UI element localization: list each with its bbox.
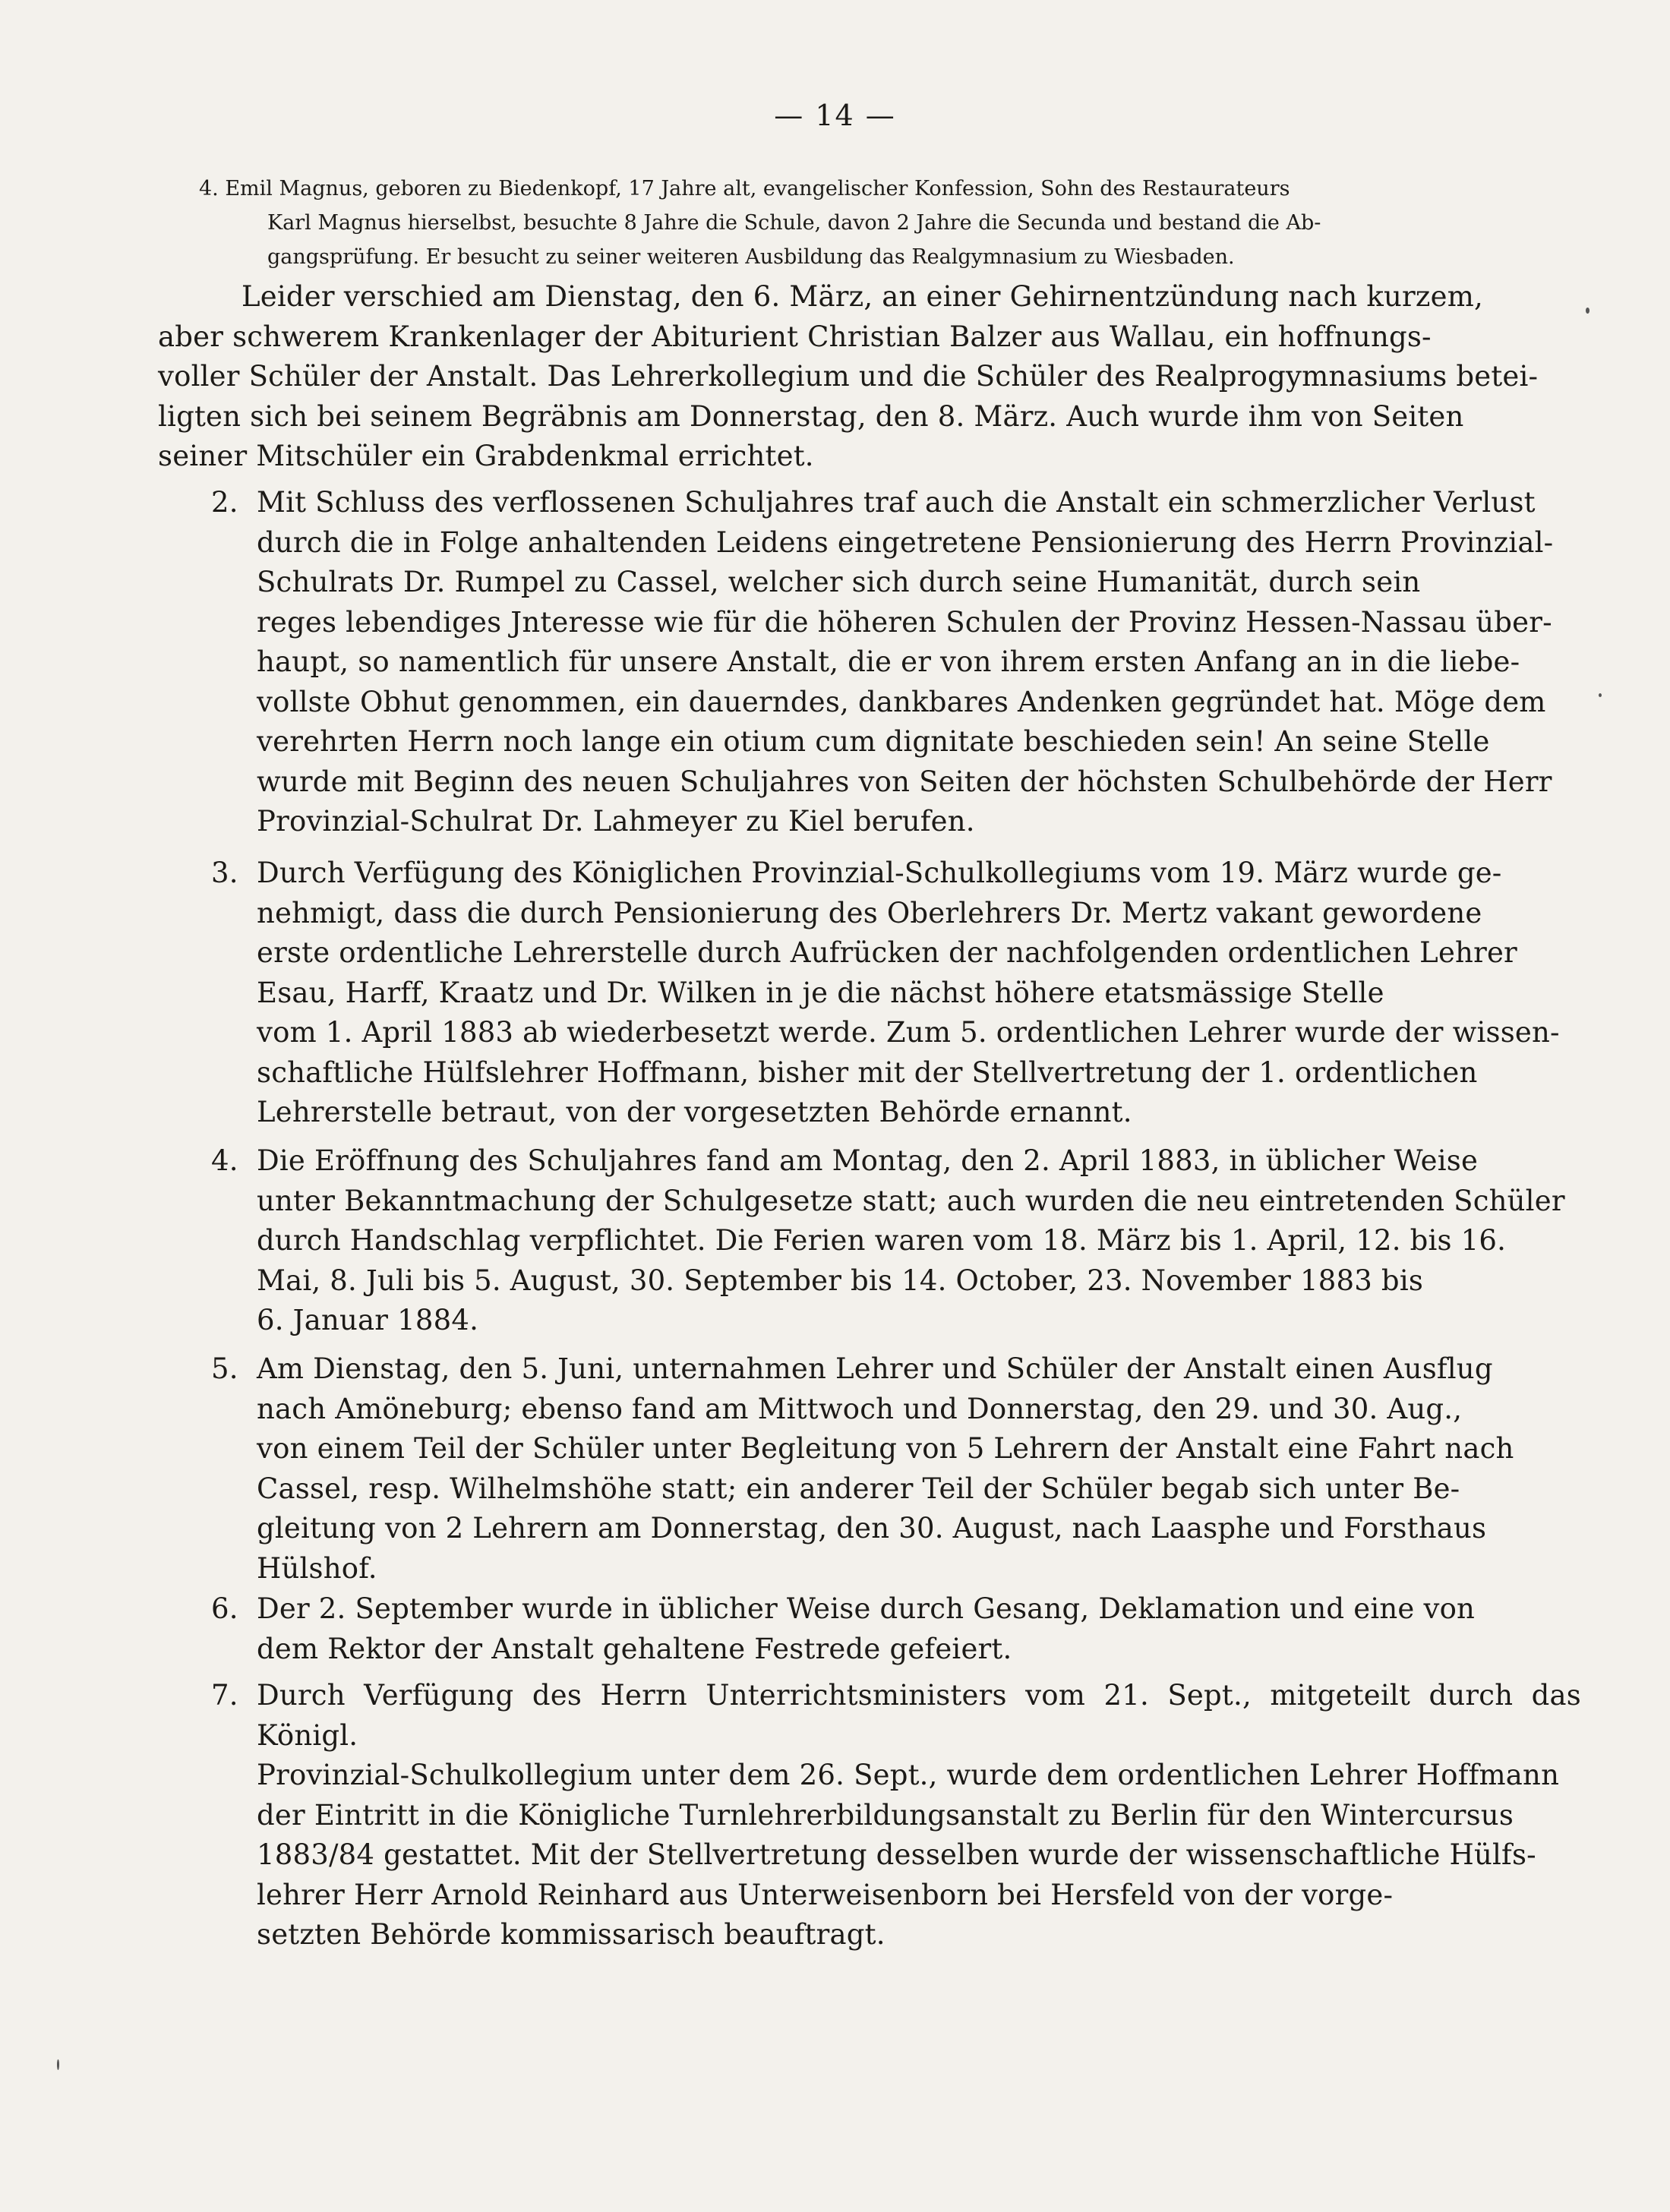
entry-line: gangsprüfung. Er besucht zu seiner weiteren Ausbildung das Realgymnasium zu Wiesbaden. xyxy=(267,245,1235,269)
item-line: dem Rektor der Anstalt gehaltene Festrede gefeiert. xyxy=(257,1632,1012,1665)
item-line: Lehrerstelle betraut, von der vorgesetzten Behörde ernannt. xyxy=(257,1096,1132,1128)
item-number: 5. xyxy=(211,1352,238,1385)
death-paragraph xyxy=(158,277,1581,477)
item-line: Am Dienstag, den 5. Juni, unternahmen Lehrer und Schüler der Anstalt einen Ausflug xyxy=(257,1352,1493,1385)
page-number: — 14 — xyxy=(774,99,896,132)
item-number: 7. xyxy=(211,1679,238,1712)
item-number: 3. xyxy=(211,857,238,889)
item-line: der Eintritt in die Königliche Turnlehrerbildungsanstalt zu Berlin für den Wintercursus xyxy=(257,1798,1514,1832)
item-line: schaftliche Hülfslehrer Hoffmann, bisher mit der Stellvertretung der 1. ordentlichen xyxy=(257,1056,1478,1089)
item-line: wurde mit Beginn des neuen Schuljahres von Seiten der höchsten Schulbehörde der Herr xyxy=(257,765,1552,798)
item-line: nach Amöneburg; ebenso fand am Mittwoch und Donnerstag, den 29. und 30. Aug., xyxy=(257,1392,1463,1425)
scan-speck xyxy=(1586,308,1589,314)
item-line: gleitung von 2 Lehrern am Donnerstag, den 30. August, nach Laasphe und Forsthaus xyxy=(257,1512,1487,1545)
item-line: Durch Verfügung des Königlichen Provinzial-Schulkollegiums vom 19. März wurde ge- xyxy=(257,857,1502,889)
item-line: vollste Obhut genommen, ein dauerndes, dankbares Andenken gegründet hat. Möge dem xyxy=(257,685,1546,718)
item-line: verehrten Herrn noch lange ein otium cum dignitate beschieden sein! An seine Stelle xyxy=(257,725,1490,758)
paragraph-line: Leider verschied am Dienstag, den 6. März, an einer Gehirnentzündung nach kurzem, xyxy=(242,280,1483,313)
item-line: reges lebendiges Jnteresse wie für die höheren Schulen der Provinz Hessen-Nassau über- xyxy=(257,605,1552,639)
item-number: 6. xyxy=(211,1592,238,1625)
item-line: erste ordentliche Lehrerstelle durch Aufrücken der nachfolgenden ordentlichen Lehrer xyxy=(257,936,1517,969)
chronicle-item-6 xyxy=(158,1589,1581,1669)
chronicle-item-2 xyxy=(158,483,1581,842)
item-line: Hülshof. xyxy=(257,1551,377,1585)
item-line: 6. Januar 1884. xyxy=(257,1304,479,1336)
item-line: Der 2. September wurde in üblicher Weise durch Gesang, Deklamation und eine von xyxy=(257,1592,1476,1625)
item-line: lehrer Herr Arnold Reinhard aus Unterweisenborn bei Hersfeld von der vorge- xyxy=(257,1878,1394,1911)
paragraph-line: voller Schüler der Anstalt. Das Lehrerkollegium und die Schüler des Realprogymnasiums betei- xyxy=(158,360,1539,393)
item-line: Schulrats Dr. Rumpel zu Cassel, welcher sich durch seine Humanität, durch sein xyxy=(257,566,1421,598)
chronicle-item-7 xyxy=(158,1676,1581,1955)
item-line: Mit Schluss des verflossenen Schuljahres traf auch die Anstalt ein schmerzlicher Verlust xyxy=(257,486,1536,519)
item-line: haupt, so namentlich für unsere Anstalt, die er von ihrem ersten Anfang an in die liebe- xyxy=(257,645,1520,678)
chronicle-item-3 xyxy=(158,854,1581,1133)
item-line: Provinzial-Schulkollegium unter dem 26. Sept., wurde dem ordentlichen Lehrer Hoffmann xyxy=(257,1759,1560,1791)
paragraph-line: seiner Mitschüler ein Grabdenkmal errichtet. xyxy=(158,440,814,472)
item-line: von einem Teil der Schüler unter Begleitung von 5 Lehrern der Anstalt eine Fahrt nach xyxy=(257,1432,1514,1465)
item-line: durch Handschlag verpflichtet. Die Ferien waren vom 18. März bis 1. April, 12. bis 16. xyxy=(257,1224,1507,1257)
item-line: 1883/84 gestattet. Mit der Stellvertretung desselben wurde der wissenschaftliche Hülfs- xyxy=(257,1838,1536,1871)
graduate-entry-4 xyxy=(199,172,1581,274)
paragraph-line: ligten sich bei seinem Begräbnis am Donnerstag, den 8. März. Auch wurde ihm von Seiten xyxy=(158,399,1464,433)
item-line: Cassel, resp. Wilhelmshöhe statt; ein anderer Teil der Schüler begab sich unter Be- xyxy=(257,1472,1460,1505)
chronicle-item-5 xyxy=(158,1349,1581,1589)
item-line: Mai, 8. Juli bis 5. August, 30. September bis 14. October, 23. November 1883 bis xyxy=(257,1264,1424,1297)
entry-line: 4. Emil Magnus, geboren zu Biedenkopf, 17 Jahre alt, evangelischer Konfession, Sohn des Restaurateurs xyxy=(199,177,1290,200)
item-line: vom 1. April 1883 ab wiederbesetzt werde. Zum 5. ordentlichen Lehrer wurde der wissen- xyxy=(257,1016,1560,1049)
item-line: Die Eröffnung des Schuljahres fand am Montag, den 2. April 1883, in üblicher Weise xyxy=(257,1144,1479,1177)
chronicle-item-4 xyxy=(158,1141,1581,1341)
item-number: 2. xyxy=(211,486,238,519)
item-line: unter Bekanntmachung der Schulgesetze statt; auch wurden die neu eintretenden Schüler xyxy=(257,1184,1565,1217)
paragraph-line: aber schwerem Krankenlager der Abiturient Christian Balzer aus Wallau, ein hoffnungs- xyxy=(158,320,1432,353)
item-number: 4. xyxy=(211,1144,238,1177)
item-line: setzten Behörde kommissarisch beauftragt. xyxy=(257,1918,886,1951)
item-line: Durch Verfügung des Herrn Unterrichtsministers vom 21. Sept., mitgeteilt durch das Königl. xyxy=(257,1679,1581,1752)
item-line: nehmigt, dass die durch Pensionierung des Oberlehrers Dr. Mertz vakant gewordene xyxy=(257,896,1482,929)
scan-speck xyxy=(1599,693,1602,697)
scan-speck xyxy=(57,2059,59,2070)
entry-line: Karl Magnus hierselbst, besuchte 8 Jahre die Schule, davon 2 Jahre die Secunda und bestand die Ab- xyxy=(267,211,1321,235)
item-line: Esau, Harff, Kraatz und Dr. Wilken in je die nächst höhere etatsmässige Stelle xyxy=(257,976,1384,1009)
item-line: Provinzial-Schulrat Dr. Lahmeyer zu Kiel berufen. xyxy=(257,805,975,838)
item-line: durch die in Folge anhaltenden Leidens eingetretene Pensionierung des Herrn Provinzial- xyxy=(257,525,1554,559)
